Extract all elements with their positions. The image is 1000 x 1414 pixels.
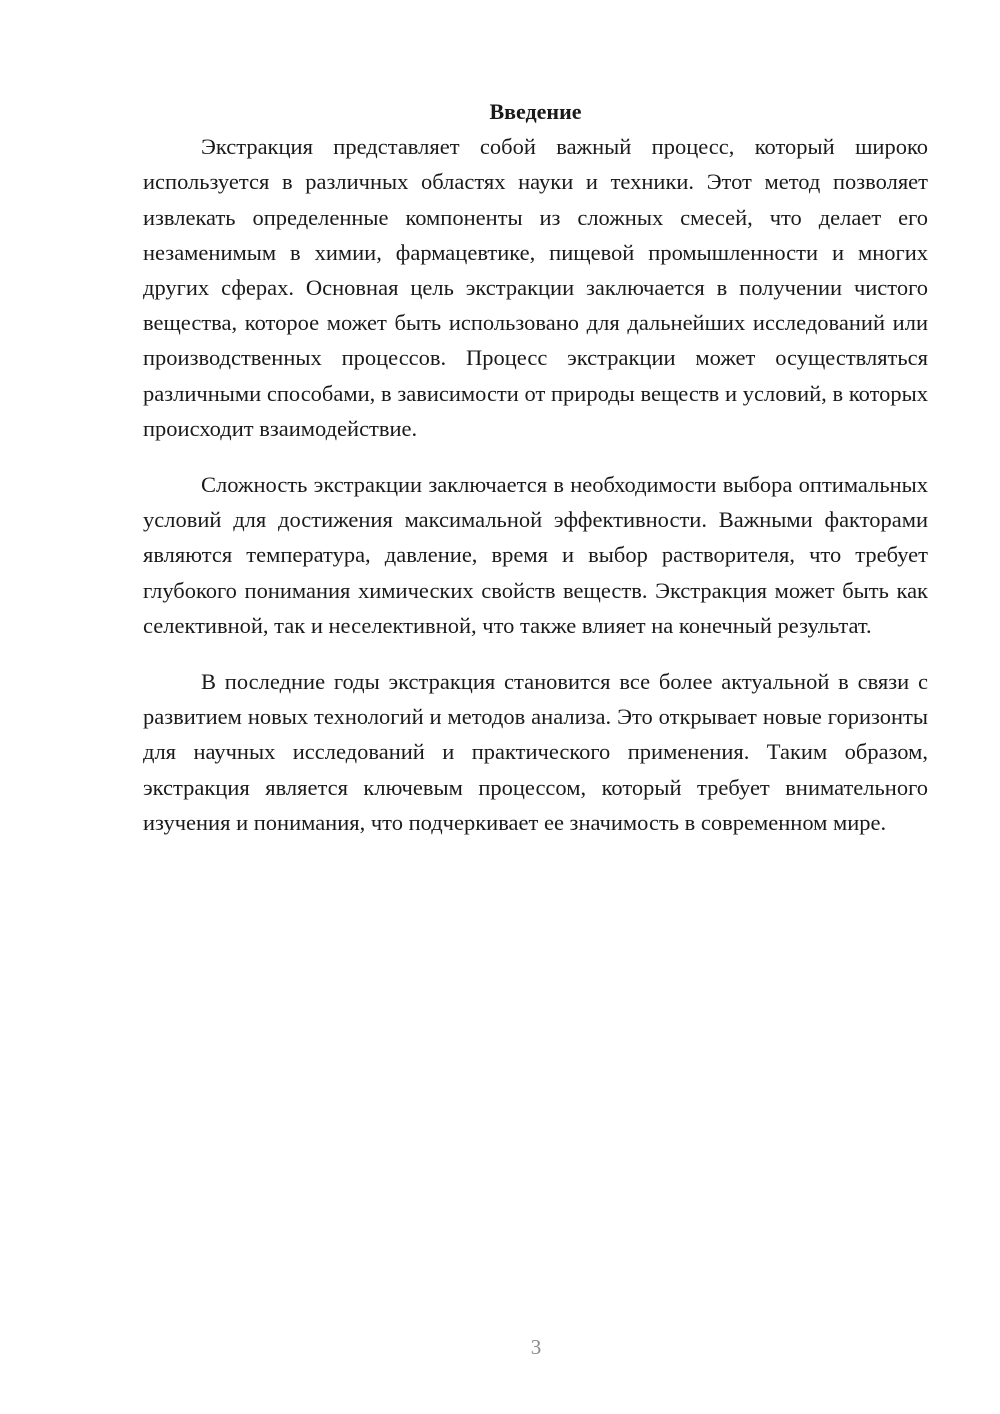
page-number: 3 <box>530 1335 542 1359</box>
paragraph-3: В последние годы экстракция становится все более актуальной в связи с развитием новых технологий и методов анализа. Это открывает новые горизонты для научных исследований и практического применения. Таким образом, экстракция является ключевым процессом, который требует внимательного изучения и понимания, что подчеркивает ее значимость в современном мире. <box>143 669 928 835</box>
page-content <box>143 94 928 840</box>
section-heading: Введение <box>489 99 582 124</box>
paragraph-2: Сложность экстракции заключается в необходимости выбора оптимальных условий для достижения максимальной эффективности. Важными факторами являются температура, давление, время и выбор растворителя, что требует глубокого понимания химических свойств веществ. Экстракция может быть как селективной, так и неселективной, что также влияет на конечный результат. <box>143 472 928 638</box>
paragraph-1: Экстракция представляет собой важный процесс, который широко используется в различных областях науки и техники. Этот метод позволяет извлекать определенные компоненты из сложных смесей, что делает его незаменимым в химии, фармацевтике, пищевой промышленности и многих других сферах. Основная цель экстракции заключается в получении чистого вещества, которое может быть использовано для дальнейших исследований или производственных процессов. Процесс экстракции может осуществляться различными способами, в зависимости от природы веществ и условий, в которых происходит взаимодействие. <box>143 134 928 441</box>
